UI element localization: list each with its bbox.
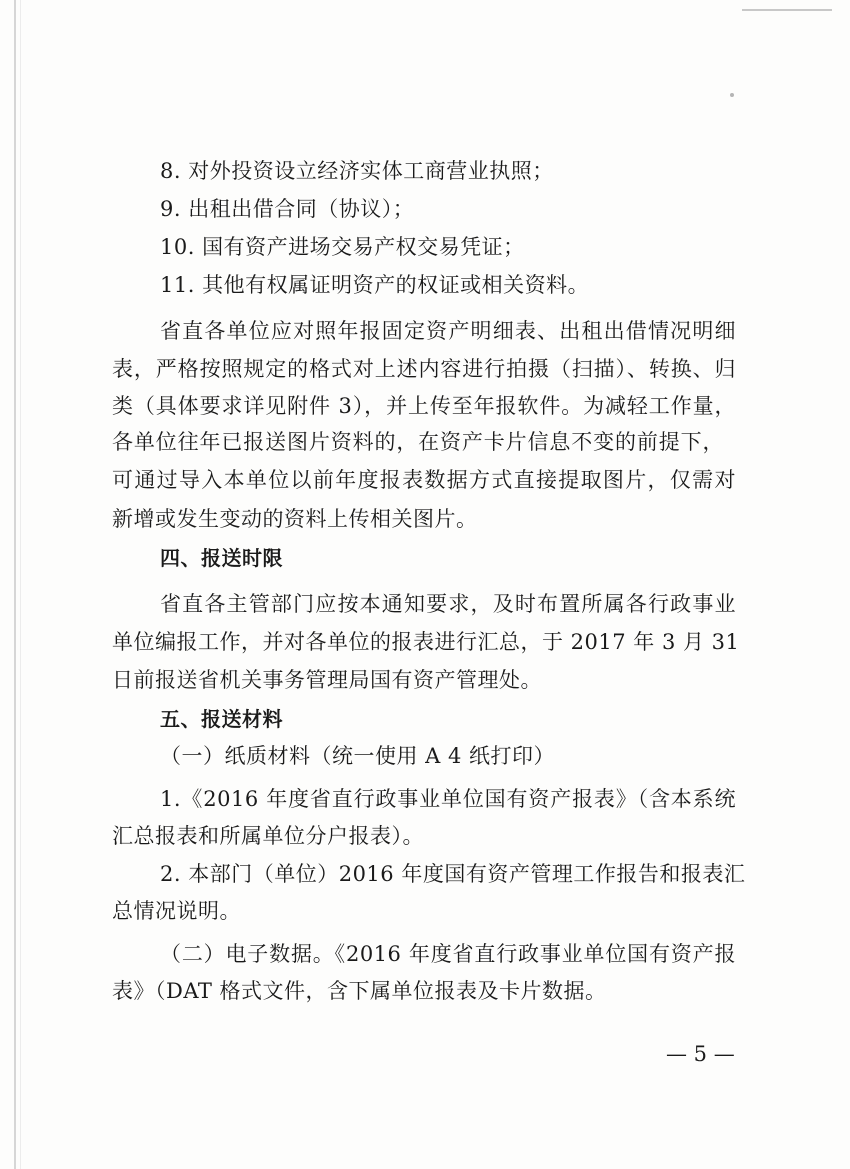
paragraph-line: 表》（DAT 格式文件，含下属单位报表及卡片数据。: [112, 979, 607, 1003]
paragraph-line: 省直各主管部门应按本通知要求，及时布置所属各行政事业: [160, 592, 736, 616]
paragraph-line: 2. 本部门（单位）2016 年度国有资产管理工作报告和报表汇: [160, 862, 746, 886]
page-number: — 5 —: [666, 1042, 735, 1066]
paragraph-line: 日前报送省机关事务管理局国有资产管理处。: [112, 668, 542, 692]
subsection-electronic: （二）电子数据。《2016 年度省直行政事业单位国有资产报: [160, 942, 736, 966]
subsection-paper: （一）纸质材料（统一使用 A 4 纸打印）: [160, 744, 556, 768]
list-item-10: 10. 国有资产进场交易产权交易凭证；: [160, 235, 525, 259]
scan-edge: [14, 0, 16, 1169]
paragraph-line: 表，严格按照规定的格式对上述内容进行拍摄（扫描）、转换、归: [112, 357, 736, 381]
paragraph-line: 省直各单位应对照年报固定资产明细表、出租出借情况明细: [160, 319, 736, 343]
section-heading-materials: 五、报送材料: [160, 707, 283, 731]
paragraph-line: 总情况说明。: [112, 899, 241, 923]
list-item-11: 11. 其他有权属证明资产的权证或相关资料。: [160, 273, 590, 297]
paragraph-line: 1.《2016 年度省直行政事业单位国有资产报表》（含本系统: [160, 787, 736, 811]
paragraph-line: 单位编报工作，并对各单位的报表进行汇总，于 2017 年 3 月 31: [112, 630, 740, 654]
paragraph-line: 可通过导入本单位以前年度报表数据方式直接提取图片，仅需对: [112, 468, 736, 492]
scan-mark: [742, 9, 832, 11]
list-item-9: 9. 出租出借合同（协议）；: [160, 197, 415, 221]
scan-speck: [730, 93, 734, 97]
paragraph-line: 类（具体要求详见附件 3），并上传至年报软件。为减轻工作量，: [112, 394, 736, 418]
scan-edge-shadow: [20, 0, 21, 1169]
list-item-8: 8. 对外投资设立经济实体工商营业执照；: [160, 159, 554, 183]
paragraph-line: 各单位往年已报送图片资料的，在资产卡片信息不变的前提下，: [112, 430, 724, 454]
section-heading-deadline: 四、报送时限: [160, 546, 283, 570]
paragraph-line: 汇总报表和所属单位分户报表）。: [112, 824, 424, 848]
paragraph-line: 新增或发生变动的资料上传相关图片。: [112, 507, 478, 531]
